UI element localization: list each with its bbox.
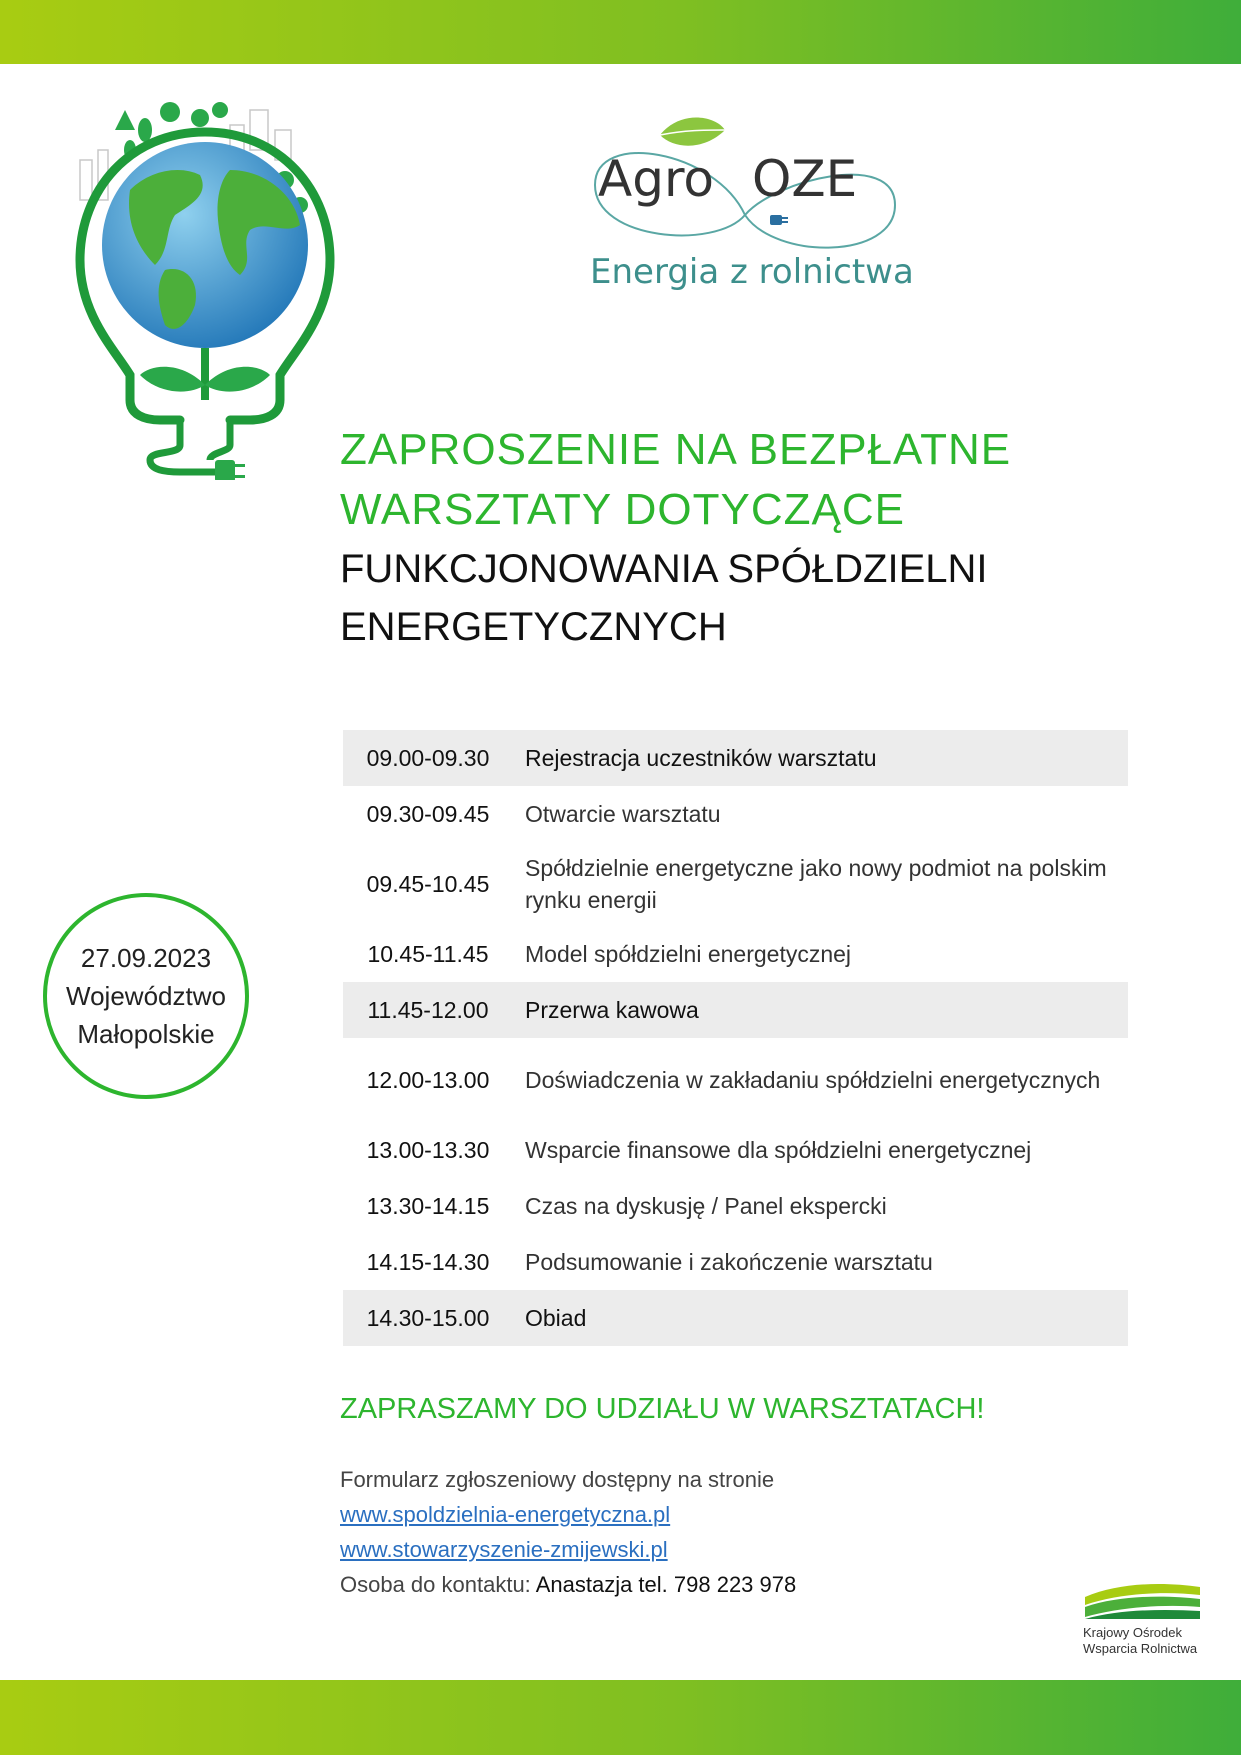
form-text: Formularz zgłoszeniowy dostępny na stronie	[340, 1467, 775, 1492]
lightbulb-globe-icon	[70, 100, 340, 480]
event-date: 27.09.2023	[80, 943, 212, 973]
agenda-activity: Obiad	[513, 1290, 1128, 1346]
agenda-activity: Spółdzielnie energetyczne jako nowy podmiot na polskim rynku energii	[525, 855, 1107, 913]
contact-line	[340, 1567, 796, 1602]
agenda-row	[343, 842, 1128, 926]
agenda-activity: Rejestracja uczestników warsztatu	[513, 730, 1128, 786]
agenda-activity: Otwarcie warsztatu	[525, 801, 721, 827]
kowr-logo	[1080, 1577, 1210, 1667]
agenda-activity: Podsumowanie i zakończenie warsztatu	[525, 1249, 933, 1275]
agro-word: Agro	[598, 150, 714, 208]
agenda-row	[343, 1178, 1128, 1234]
agenda-row	[343, 730, 1128, 786]
title-line-4: ENERGETYCZNYCH	[340, 605, 727, 649]
event-date-badge	[43, 893, 249, 1099]
top-green-band	[0, 0, 1241, 64]
brand-tagline: Energia z rolnictwa	[590, 252, 914, 292]
agenda-time: 11.45-12.00	[343, 982, 513, 1038]
contact-info	[340, 1462, 796, 1602]
page-title	[340, 420, 1200, 656]
contact-label: Osoba do kontaktu:	[340, 1572, 531, 1597]
agenda-row	[343, 1038, 1128, 1122]
agenda-time: 13.30-14.15	[366, 1192, 490, 1219]
kowr-line1: Krajowy Ośrodek	[1083, 1625, 1182, 1640]
agenda-time: 09.00-09.30	[343, 730, 513, 786]
agenda-time: 13.00-13.30	[366, 1136, 490, 1163]
kowr-logo-icon	[1080, 1577, 1205, 1622]
plug-icon	[215, 460, 245, 480]
agenda-row	[343, 1290, 1128, 1346]
agenda-time: 14.15-14.30	[366, 1248, 490, 1275]
event-region-line1: Województwo	[66, 981, 226, 1011]
contact-value: Anastazja tel. 798 223 978	[535, 1572, 797, 1597]
agenda-row	[343, 1122, 1128, 1178]
agenda-row	[343, 1234, 1128, 1290]
invite-heading: ZAPRASZAMY DO UDZIAŁU W WARSZTATACH!	[340, 1393, 985, 1425]
kowr-line2: Wsparcia Rolnictwa	[1083, 1641, 1198, 1656]
agenda-time: 14.30-15.00	[343, 1290, 513, 1346]
agenda-time: 09.45-10.45	[366, 870, 490, 897]
agenda-row	[343, 786, 1128, 842]
event-region-line2: Małopolskie	[77, 1019, 215, 1049]
link-spoldzielnia[interactable]: www.spoldzielnia-energetyczna.pl	[340, 1502, 671, 1527]
title-line-3: FUNKCJONOWANIA SPÓŁDZIELNI	[340, 547, 988, 591]
link-stowarzyszenie[interactable]: www.stowarzyszenie-zmijewski.pl	[340, 1537, 668, 1562]
agenda-row	[343, 982, 1128, 1038]
agenda-activity: Model spółdzielni energetycznej	[525, 941, 852, 967]
agenda-time: 10.45-11.45	[367, 940, 489, 967]
agenda-activity: Doświadczenia w zakładaniu spółdzielni energetycznych	[525, 1067, 1101, 1093]
agenda-activity: Przerwa kawowa	[513, 982, 1128, 1038]
bottom-green-band	[0, 1680, 1241, 1755]
leaf-icon	[660, 118, 725, 146]
agenda-time: 12.00-13.00	[366, 1066, 490, 1093]
agenda-table	[343, 730, 1128, 1346]
title-line-1: ZAPROSZENIE NA BEZPŁATNE	[340, 425, 1012, 474]
oze-word: OZE	[752, 150, 858, 208]
agenda-activity: Wsparcie finansowe dla spółdzielni energetycznej	[525, 1137, 1032, 1163]
agenda-activity: Czas na dyskusję / Panel ekspercki	[525, 1193, 887, 1219]
agenda-row	[343, 926, 1128, 982]
title-line-2: WARSZTATY DOTYCZĄCE	[340, 485, 905, 534]
agenda-time: 09.30-09.45	[366, 800, 490, 827]
